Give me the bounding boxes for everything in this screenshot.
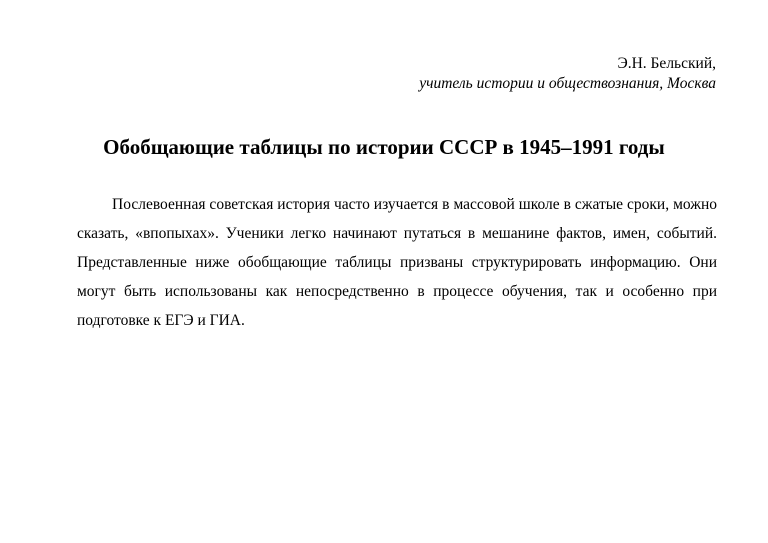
- author-name: Э.Н. Бельский,: [617, 55, 716, 72]
- intro-paragraph: Послевоенная советская история часто изучается в массовой школе в сжатые сроки, можно сказать, «впопыхах». Ученики легко начинают путаться в мешанине фактов, имен, событий. Представленные ниже обобщающие таблицы призваны структурировать информацию. Они могут быть использованы как непосредственно в процессе обучения, так и особенно при подготовке к ЕГЭ и ГИА.: [77, 196, 717, 329]
- document-title: Обобщающие таблицы по истории СССР в 1945–1991 годы: [103, 135, 665, 159]
- author-role: учитель истории и обществознания, Москва: [419, 75, 716, 92]
- author-block: [419, 54, 716, 94]
